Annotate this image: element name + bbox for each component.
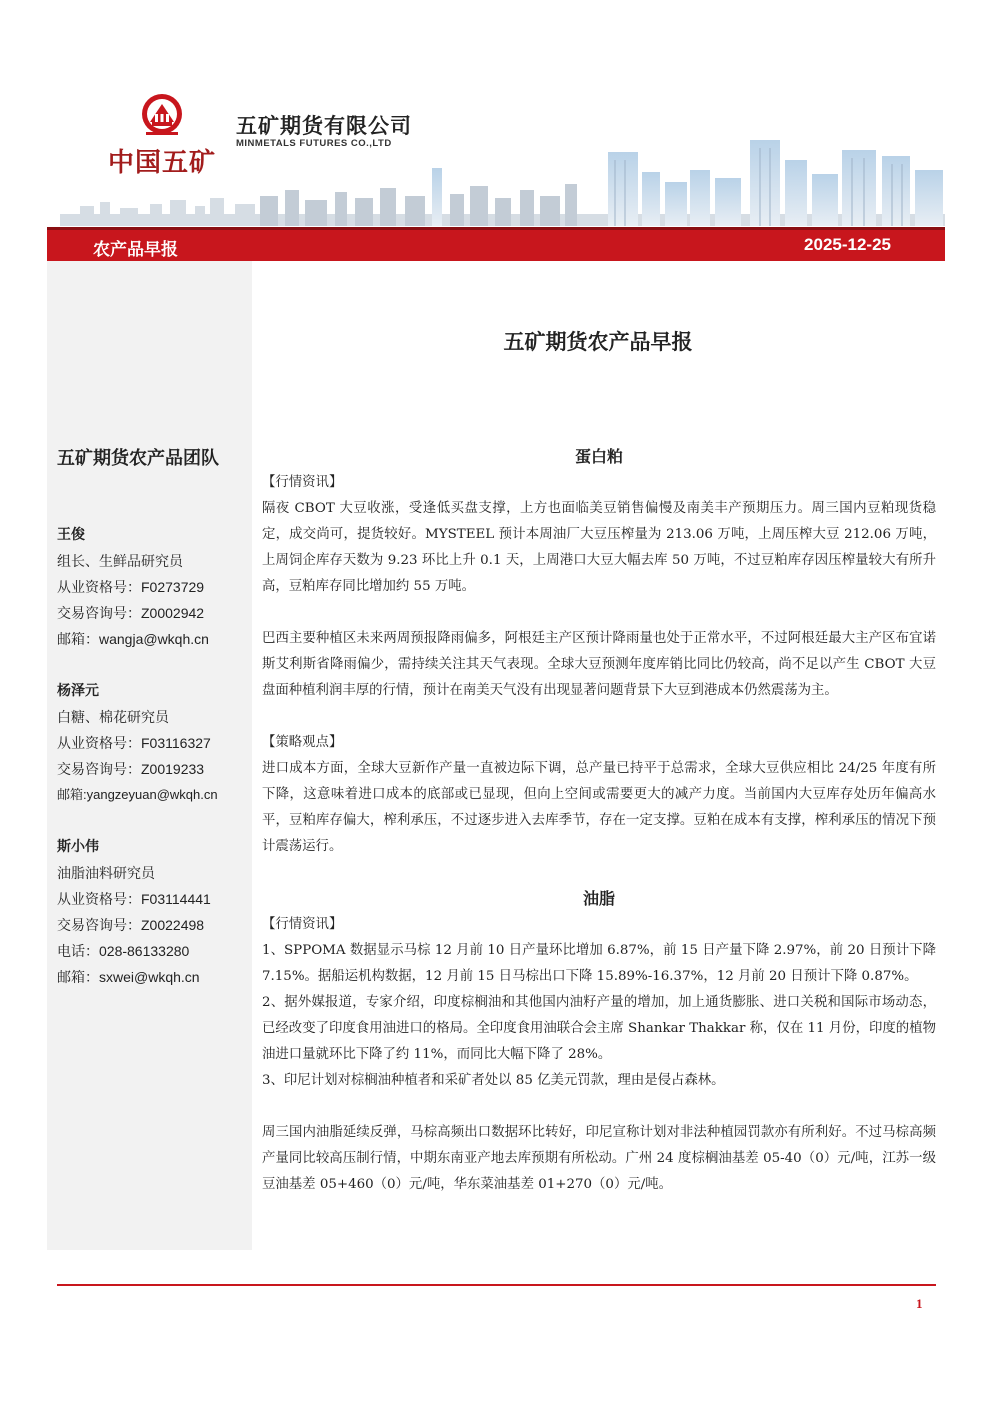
- team-member: [57, 834, 211, 990]
- team-member: [57, 678, 218, 808]
- paragraph: 进口成本方面，全球大豆新作产量一直被边际下调，总产量已持平于总需求，全球大豆供应相比 24/25 年度有所下降，这意味着进口成本的底部或已显现，但向上空间或需要更大的减产力度。当前国内大豆库存处历年偏高水平，豆粕库存偏大，榨利承压，不过逐步进入去库季节，存在一定支撑。豆粕在成本有支撑，榨利承压的情况下预计震荡运行。: [262, 761, 936, 854]
- city-skyline-image: [60, 130, 945, 226]
- member-license: 从业资格号：F03114441: [57, 891, 211, 907]
- news-tag: 【行情资讯】: [262, 917, 343, 932]
- paragraph: 隔夜 CBOT 大豆收涨，受逢低买盘支撑，上方也面临美豆销售偏慢及南美丰产预期压力。周三国内豆粕现货稳定，成交尚可，提货较好。MYSTEEL 预计本周油厂大豆压榨量为 213.06 万吨，上周压榨大豆 212.06 万吨，上周饲企库存天数为 9.23 环比上升 0.1 天，上周港口大豆大幅去库 50 万吨，不过豆粕库存因压榨量较大有所升高，豆粕库存同比增加约 55 万吨。: [262, 501, 936, 594]
- paragraph: 1、SPPOMA 数据显示马棕 12 月前 10 日产量环比增加 6.87%，前 15 日产量下降 2.97%，前 20 日预计下降 7.15%。据船运机构数据，12 月前 15 日马棕出口下降 15.89%-16.37%，12 月前 20 日预计下降 0.87%。: [262, 943, 936, 984]
- report-banner: [47, 227, 945, 261]
- footer-divider: [57, 1284, 936, 1286]
- member-license: 从业资格号：F0273729: [57, 579, 205, 595]
- member-name: 斯小伟: [57, 839, 99, 855]
- paragraph: 巴西主要种植区未来两周预报降雨偏多，阿根廷主产区预计降雨量也处于正常水平，不过阿根廷最大主产区布宜诺斯艾利斯省降雨偏少，需持续关注其天气表现。全球大豆预测年度库销比同比仍较高，尚不足以产生 CBOT 大豆盘面种植利润丰厚的行情，预计在南美天气没有出现显著问题背景下大豆到港成本仍然震荡为主。: [262, 631, 936, 698]
- company-name-en: MINMETALS FUTURES CO.,LTD: [236, 138, 392, 149]
- section-heading-oils: 油脂: [582, 889, 615, 908]
- member-role: 油脂油料研究员: [57, 865, 155, 881]
- main-content: [262, 444, 936, 1198]
- team-member: [57, 522, 209, 652]
- banner-date: 2025-12-25: [804, 235, 891, 254]
- member-consult-number: 交易咨询号：Z0019233: [57, 761, 205, 777]
- logo-text: 中国五矿: [108, 148, 217, 178]
- member-email: 邮箱：sxwei@wkqh.cn: [57, 969, 200, 985]
- company-name-cn: 五矿期货有限公司: [236, 114, 412, 138]
- member-consult-number: 交易咨询号：Z0002942: [57, 605, 205, 621]
- strategy-tag: 【策略观点】: [262, 735, 343, 750]
- section-heading-protein: 蛋白粕: [574, 447, 623, 466]
- member-consult-number: 交易咨询号：Z0022498: [57, 917, 205, 933]
- member-role: 组长、生鲜品研究员: [57, 553, 183, 569]
- page-title: 五矿期货农产品早报: [503, 330, 693, 354]
- member-role: 白糖、棉花研究员: [57, 709, 169, 725]
- member-email: 邮箱：wangja@wkqh.cn: [57, 631, 209, 647]
- paragraph: 周三国内油脂延续反弹，马棕高频出口数据环比转好，印尼宣称计划对非法种植园罚款亦有所利好。不过马棕高频产量同比较高压制行情，中期东南亚产地去库预期有所松动。广州 24 度棕榈油基差 05-40（0）元/吨，江苏一级豆油基差 05+460（0）元/吨，华东菜油基差 01+270（0）元/吨。: [262, 1125, 936, 1192]
- member-license: 从业资格号：F03116327: [57, 735, 211, 751]
- member-name: 杨泽元: [57, 683, 99, 699]
- paragraph: 2、据外媒报道，专家介绍，印度棕榈油和其他国内油籽产量的增加，加上通货膨胀、进口关税和国际市场动态，已经改变了印度食用油进口的格局。全印度食用油联合会主席 Shankar Thakkar 称，仅在 11 月份，印度的植物油进口量就环比下降了约 11%，而同比大幅下降了 28%。: [262, 995, 936, 1062]
- news-tag: 【行情资讯】: [262, 475, 343, 490]
- team-title: 五矿期货农产品团队: [57, 448, 219, 469]
- paragraph: 3、印尼计划对棕榈油种植者和采矿者处以 85 亿美元罚款，理由是侵占森林。: [262, 1073, 725, 1088]
- page-number: 1: [916, 1296, 923, 1311]
- banner-title: 农产品早报: [93, 240, 178, 260]
- member-email: 邮箱:yangzeyuan@wkqh.cn: [57, 787, 218, 802]
- member-phone: 电话：028-86133280: [57, 943, 190, 959]
- member-name: 王俊: [57, 527, 85, 543]
